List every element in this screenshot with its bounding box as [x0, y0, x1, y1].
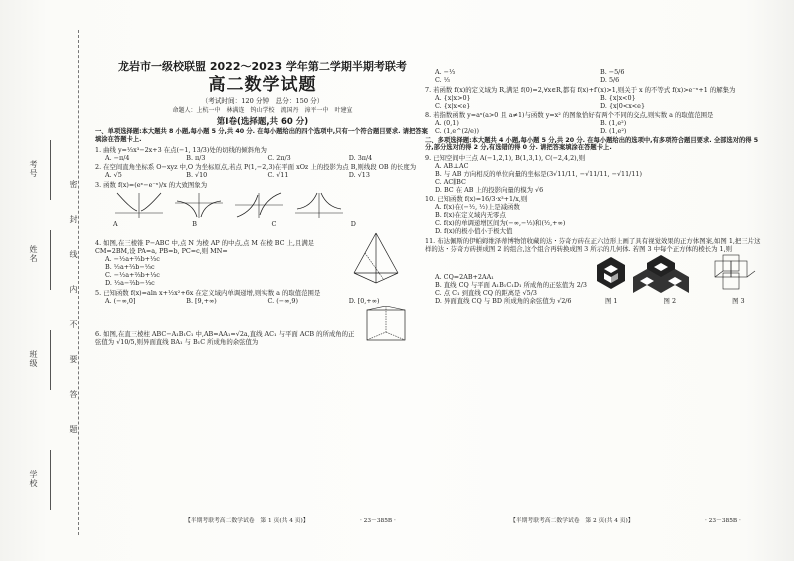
footer-page-2: 【半期考联考高二数学试卷 第 2 页(共 4 页)】	[510, 518, 634, 524]
seal-char: 线	[69, 250, 78, 259]
question-stem: 1. 曲线 y=⅓x³−2x+3 在点(−1, 13/3)处的切线的倾斜角为	[95, 145, 267, 154]
class-label: 班级	[29, 350, 38, 368]
option-c: C. −½a+⅔b+⅓c	[105, 271, 160, 280]
school-label: 学校	[29, 470, 38, 488]
tile-figures	[595, 253, 765, 305]
option-c: C. {x|x<e}	[435, 101, 471, 110]
option-c: C. 点 C₁ 到直线 CQ 的距离是 √5/3	[435, 288, 537, 297]
option-d: D. 5/6	[600, 76, 620, 84]
question-stem: 10. 已知函数 f(x)=16/3·x³+1/x,则	[425, 195, 528, 204]
option-a: A. (0,1)	[435, 119, 459, 127]
question-1	[95, 146, 430, 162]
option-c: C. (1,e^(2/e))	[435, 127, 479, 135]
graph-d	[293, 191, 345, 219]
option-b: B. √10	[186, 171, 208, 180]
section-title: 第Ⅰ卷(选择题,共 60 分)	[216, 116, 309, 127]
question-stem: 3. 函数 f(x)=(eˣ−e⁻ˣ)/x 的大致图象为	[95, 180, 208, 189]
option-a: A. √5	[105, 171, 122, 180]
section-2-instructions: 二、多项选择题:本大题共 4 小题,每小题 5 分,共 20 分. 在每小题给出的选项中,有多项符合题目要求. 全部选对的得 5 分,部分选对的得 2 分,有选错的得 0 分. 请把答案填涂在答题卡上.	[425, 136, 759, 152]
option-c: C. √11	[267, 171, 289, 180]
question-6	[95, 306, 430, 346]
question-stem: 4. 如图,在三棱锥 P−ABC 中,点 N 为棱 AP 的中点,点 M 在棱 BC 上,且满足 CM=2BM,设 PA=a, PB=b, PC=c,则 MN=	[95, 239, 315, 256]
graph-b	[173, 191, 225, 219]
option-d: D. 3π/4	[348, 153, 373, 162]
figure-1-label: 图 1	[605, 296, 618, 305]
figure-images	[595, 253, 765, 295]
option-b: B. f(x)在定义域内无零点	[435, 211, 506, 220]
option-b: B. π/3	[186, 153, 206, 162]
figure-3-label: 图 3	[732, 296, 745, 305]
option-d: D. ½a−⅔b−⅓c	[105, 279, 155, 288]
option-d: D. f(x)的极小值小于极大值	[435, 227, 513, 236]
question-stem: 2. 在空间直角坐标系 O−xyz 中,O 为坐标原点,若点 P(1,−2,3)在平面 xOz 上的投影为点 B,则线段 OB 的长度为	[95, 163, 417, 172]
option-a: A. −⅓	[435, 68, 456, 76]
question-stem: 9. 已知空间中三点 A(−1,2,1), B(1,3,1), C(−2,4,2),则	[425, 153, 586, 162]
exam-meta: （考试时间：120 分钟 总分：150 分）	[201, 97, 324, 105]
option-b: B. ½a+⅔b−⅓c	[105, 263, 155, 272]
option-a: A. CQ=2AB+2AA₁	[435, 272, 494, 281]
option-c: C. (−∞,9)	[267, 296, 298, 305]
option-d: D. √13	[348, 171, 370, 180]
option-a: A	[113, 219, 118, 228]
option-b: B. 直线 CQ 与平面 A₁B₁C₁D₁ 所成角的正弦值为 2/3	[435, 280, 587, 289]
option-a: A. {x|x>0}	[435, 93, 471, 102]
option-c: C. f(x)的单调递增区间为(−∞,−½)和(½,+∞)	[435, 219, 566, 228]
option-c: C	[271, 219, 277, 228]
question-8	[425, 111, 765, 135]
authors-line: 命题人：上杭一中 林满连 钨山学校 流国丹 漳平一中 叶建宣	[172, 107, 353, 115]
option-b: B. −5/6	[600, 68, 625, 76]
seal-dashed-line	[78, 30, 79, 535]
question-stem: 11. 布达佩斯的伊帕姆维泽蒂博物馆收藏的达・芬奇方砖在正六边形上画了具有视觉效果的正方体图案,如图 1,把三片这样的达・芬奇方砖拼成图 2 的组合,这个组合再转换成图 3 所示的几何体. 若图 3 中每个正方体的棱长为 1,则	[425, 236, 761, 253]
option-a: A. f(x)在(−½, ½)上是减函数	[435, 203, 520, 212]
option-c: C. AC∥BC	[435, 177, 466, 186]
question-stem: 6. 如图,在直三棱柱 ABC−A₁B₁C₁ 中,AB=AA₁=√2a,直线 AC₁ 与平面 ACB 的所成角的正弦值为 √10/5,则异面直线 BA₁ 与 B₁C 所成角的余弦值为	[95, 330, 355, 347]
subject-title: 高二数学试题	[208, 74, 317, 95]
question-4	[95, 229, 430, 287]
seal-char: 题	[69, 425, 78, 434]
footer-code-2: · 23－385B ·	[705, 518, 741, 524]
question-stem: 8. 若指数函数 y=aˣ(a>0 且 a≠1)与函数 y=x² 的图象恰好有两个不同的交点,则实数 a 的取值范围是	[425, 111, 714, 119]
function-graphs	[113, 191, 430, 219]
figure-2-label: 图 2	[663, 296, 677, 305]
prism-figure	[361, 306, 411, 346]
footer-page-1: 【半期考联考高二数学试卷 第 1 页(共 4 页)】	[185, 518, 309, 524]
question-stem: 5. 已知函数 f(x)=aln x+½x²+6x 在定义域内单调递增,则实数 a 的取值范围是	[95, 288, 321, 297]
graph-c	[233, 191, 285, 219]
seal-char: 密	[69, 180, 78, 189]
question-11	[425, 237, 765, 305]
question-5	[95, 289, 430, 305]
question-stem: 7. 若函数 f(x)的定义域为 R,满足 f(0)=2,∀x∈R,都有 f(x)+f′(x)>1,则关于 x 的不等式 f(x)>e⁻ˣ+1 的解集为	[425, 85, 736, 94]
option-d: D. BC 在 AB 上的投影向量的模为 √6	[435, 185, 544, 194]
option-c: C. 2π/3	[267, 153, 291, 162]
pyramid-figure	[346, 229, 406, 287]
seal-char: 封	[69, 215, 78, 224]
option-a: A. (−∞,0]	[105, 296, 136, 305]
graph-a	[113, 191, 165, 219]
option-c: C. ⅓	[435, 76, 450, 84]
name-line	[50, 230, 51, 290]
exam-no-label: 考号	[29, 160, 38, 178]
option-b: B. 与 AB 方向相反的单位向量的坐标是(3√11/11, −√11/11, −√11/11)	[435, 169, 642, 178]
option-a: A. −π/4	[105, 153, 130, 162]
option-d: D. {x|0<x<e}	[600, 101, 646, 110]
option-d: D. (1,e²)	[600, 127, 627, 135]
seal-char: 答	[69, 390, 78, 399]
school-line	[50, 450, 51, 510]
option-d: D	[350, 219, 356, 228]
question-2	[95, 163, 430, 179]
page-2	[425, 68, 765, 305]
class-line	[50, 330, 51, 390]
page-1	[95, 60, 430, 346]
seal-char: 要	[69, 355, 78, 364]
option-b: B. {x|x<0}	[600, 93, 636, 102]
question-6-options	[425, 68, 765, 84]
question-3	[95, 181, 430, 228]
option-a: A. AB⊥AC	[435, 161, 469, 170]
section-instructions: 一、单项选择题:本大题共 8 小题,每小题 5 分,共 40 分. 在每小题给出的四个选项中,只有一个符合题目要求. 请把答案填涂在答题卡上.	[95, 128, 428, 144]
question-9	[425, 154, 765, 194]
option-a: A. −½a+⅔b+⅓c	[105, 255, 160, 264]
footer-code-1: · 23－385B ·	[360, 518, 396, 524]
exam-no-line	[50, 140, 51, 200]
option-b: B	[192, 219, 197, 228]
option-d: D. [0,+∞)	[348, 296, 380, 305]
option-d: D. 异面直线 CQ 与 BD 所成角的余弦值为 √2/6	[435, 296, 572, 305]
seal-char: 不	[69, 320, 78, 329]
exam-header: 龙岩市一级校联盟 2022～2023 学年第二学期半期考联考	[118, 60, 407, 73]
option-b: B. [9,+∞)	[186, 296, 217, 305]
name-label: 姓名	[29, 245, 38, 263]
question-10	[425, 195, 765, 235]
question-7	[425, 86, 765, 110]
option-b: B. (1,e²)	[600, 119, 627, 127]
seal-char: 内	[69, 285, 78, 294]
